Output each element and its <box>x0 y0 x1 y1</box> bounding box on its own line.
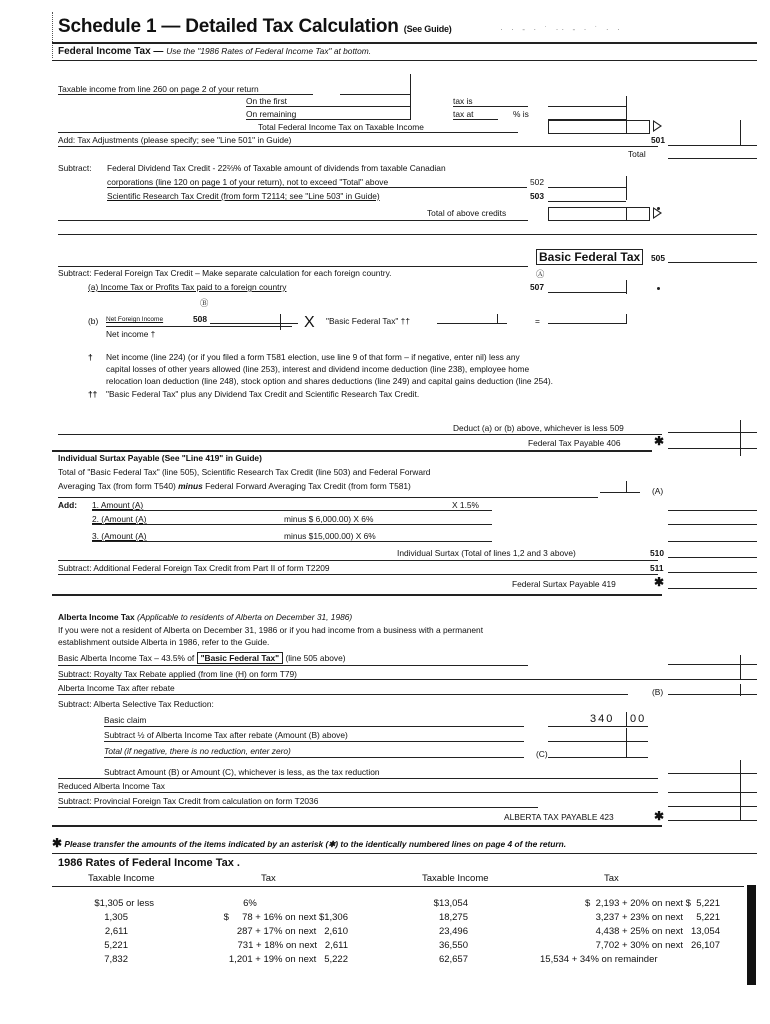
equals-sign: = <box>535 316 540 326</box>
col-tax-right: Tax <box>604 873 619 884</box>
rates-heading: 1986 Rates of Federal Income Tax . <box>58 857 240 869</box>
net-income-label: Net income † <box>106 329 156 339</box>
carry-arrow-icon <box>653 120 662 132</box>
royalty-rebate-label: Subtract: Royalty Tax Rebate applied (from line (H) on form T79) <box>58 669 297 679</box>
table-row: 7,702 + 30% on next 26,107 <box>595 940 720 951</box>
table-row: 23,496 <box>438 926 468 937</box>
tax-adjustments-label: Add: Tax Adjustments (please specify; see "Line 501" in Guide) <box>58 135 292 145</box>
table-row: 62,657 <box>438 954 468 965</box>
fed-tax-payable-label: Federal Tax Payable 406 <box>528 438 621 448</box>
deduct-ab-label: Deduct (a) or (b) above, whichever is less 509 <box>453 423 624 433</box>
col-taxable-left: Taxable Income <box>88 873 155 884</box>
basic-claim-cents: 00 <box>630 713 647 725</box>
line-503-label: 503 <box>530 191 544 201</box>
total-label: Total <box>628 149 646 159</box>
table-row: 1,305 <box>104 912 128 923</box>
table-row: 4,438 + 25% on next 13,054 <box>595 926 720 937</box>
dagger-note-1: Net income (line 224) (or if you filed a form T581 election, use line 9 of that form – if negative, enter nil) less any <box>106 352 520 362</box>
on-remaining-label: On remaining <box>246 109 297 119</box>
alberta-note-2: establishment outside Alberta in 1986, refer to the Guide. <box>58 637 270 647</box>
table-row: 1,201 + 19% on next 5,222 <box>228 954 348 965</box>
surtax-row3-calc: minus $15,000.00) X 6% <box>284 531 376 541</box>
line-502-label: 502 <box>530 177 544 187</box>
mark-b: Ⓑ <box>200 298 209 308</box>
individual-surtax-label: Individual Surtax (Total of lines 1,2 and 3 above) <box>397 548 576 558</box>
basic-federal-tax-label: Basic Federal Tax <box>536 249 643 265</box>
after-rebate-label: Alberta Income Tax after rebate <box>58 683 175 693</box>
foreign-credit-label: Subtract: Federal Foreign Tax Credit – Make separate calculation for each foreign country. <box>58 268 392 278</box>
surtax-row3-label: 3. (Amount (A) <box>92 531 147 541</box>
alberta-note-1: If you were not a resident of Alberta on December 31, 1986 or if you had income from a business with a permanent <box>58 625 484 635</box>
line-510-label: 510 <box>650 548 664 558</box>
bullet-mark-2 <box>657 287 660 290</box>
table-row: 5,221 <box>104 940 128 951</box>
surtax-row1-label: 1. Amount (A) <box>92 500 144 510</box>
dividend-credit-line1: Federal Dividend Tax Credit - 22⅔% of Taxable amount of dividends from taxable Canadian <box>107 163 446 173</box>
dagger-note-2: capital losses of other years allowed (line 253), interest and dividend income deduction (line 238), employee home <box>106 364 530 374</box>
line-505-label: 505 <box>651 253 665 263</box>
table-row: 731 + 18% on next 2,611 <box>237 940 348 951</box>
on-first-label: On the first <box>246 96 287 106</box>
tax-is-label: tax is <box>453 96 473 106</box>
times-sign: X <box>304 314 315 331</box>
table-row: 3,237 + 23% on next 5,221 <box>595 912 720 923</box>
dividend-credit-line2: corporations (line 120 on page 1 of your return), not to exceed "Total" above <box>107 177 389 187</box>
dagger-note-3: relocation loan deduction (line 248), stock option and shares deductions (line 249) and capital gains deduction (line 254). <box>106 376 553 386</box>
total-federal-tax-box[interactable] <box>548 120 650 134</box>
total-federal-on-taxable: Total Federal Income Tax on Taxable Income <box>258 122 424 132</box>
table-row: 36,550 <box>438 940 468 951</box>
table-row: $ 78 + 16% on next $1,306 <box>223 912 348 923</box>
table-row: $13,054 <box>433 898 468 909</box>
surtax-total-line1: Total of "Basic Federal Tax" (line 505), Scientific Research Tax Credit (line 503) and Federal Forward <box>58 467 431 477</box>
surtax-row2-label: 2. (Amount (A) <box>92 514 147 524</box>
taxable-income-label: Taxable income from line 260 on page 2 of your return <box>58 84 259 94</box>
alberta-payable-label: ALBERTA TAX PAYABLE 423 <box>504 812 614 822</box>
surtax-heading: Individual Surtax Payable (See "Line 419" in Guide) <box>58 453 262 463</box>
mark-C: (C) <box>536 749 548 759</box>
selective-reduction-label: Subtract: Alberta Selective Tax Reduction: <box>58 699 214 709</box>
net-foreign-income-label: Net Foreign Income <box>106 316 164 323</box>
subtract-amount-label: Subtract Amount (B) or Amount (C), whichever is less, as the tax reduction <box>104 767 380 777</box>
table-row: 15,534 + 34% on remainder <box>540 954 658 965</box>
col-tax-left: Tax <box>261 873 276 884</box>
asterisk-footnote: ✱ Please transfer the amounts of the items indicated by an asterisk (✱) to the identically numbered lines on page 4 of the return. <box>52 836 567 850</box>
basic-alberta-tax: Basic Alberta Income Tax – 43.5% of "Basic Federal Tax" (line 505 above) <box>58 653 346 663</box>
tax-at-label: tax at <box>453 109 474 119</box>
reduced-alberta-label: Reduced Alberta Income Tax <box>58 781 165 791</box>
table-row: 7,832 <box>104 954 128 965</box>
total-credits-box[interactable] <box>548 207 650 221</box>
dagger-mark: † <box>88 352 93 362</box>
col-taxable-right: Taxable Income <box>422 873 489 884</box>
total-negative-label: Total (if negative, there is no reduction, enter zero) <box>104 746 291 756</box>
mark-B: (B) <box>652 687 664 697</box>
asterisk-icon-3: ✱ <box>654 809 665 823</box>
table-row: 18,275 <box>438 912 468 923</box>
table-row: $ 2,193 + 20% on next $ 5,221 <box>585 898 720 909</box>
line-501-label: 501 <box>651 135 665 145</box>
line-511-label: 511 <box>650 563 664 573</box>
page-title: Schedule 1 — Detailed Tax Calculation (See Guide) <box>58 16 452 37</box>
line-508-label: 508 <box>193 314 207 324</box>
basic-claim-label: Basic claim <box>104 715 147 725</box>
basic-fed-tt-label: "Basic Federal Tax" †† <box>326 316 410 326</box>
line-507-label: 507 <box>530 282 544 292</box>
pct-is-label: % is <box>513 109 529 119</box>
subtract-label: Subtract: <box>58 163 92 173</box>
table-row: 2,611 <box>104 926 128 937</box>
alberta-heading: Alberta Income Tax (Applicable to residents of Alberta on December 31, 1986) <box>58 612 353 622</box>
surtax-total-line2: Averaging Tax (from form T540) minus Federal Forward Averaging Tax Credit (from form T581) <box>58 481 411 491</box>
ddagger-note: "Basic Federal Tax" plus any Dividend Tax Credit and Scientific Research Tax Credit. <box>106 389 420 399</box>
table-row: $1,305 or less <box>94 898 154 909</box>
subtract-additional-foreign: Subtract: Additional Federal Foreign Tax Credit from Part II of form T2209 <box>58 563 330 573</box>
add-label: Add: <box>58 500 78 510</box>
surtax-row2-calc: minus $ 6,000.00) X 6% <box>284 514 374 524</box>
asterisk-icon: ✱ <box>654 434 665 448</box>
fed-surtax-payable-label: Federal Surtax Payable 419 <box>512 579 616 589</box>
carry-arrow-icon-2 <box>653 207 662 219</box>
asterisk-icon-2: ✱ <box>654 575 665 589</box>
item-a-label: (a) Income Tax or Profits Tax paid to a foreign country <box>88 282 287 292</box>
item-b-prefix: (b) <box>88 316 99 326</box>
basic-claim-dollars: 340 <box>590 713 615 725</box>
total-above-credits: Total of above credits <box>427 208 507 218</box>
margin-bar <box>747 885 756 985</box>
mark-A: (A) <box>652 486 664 496</box>
table-row: 6% <box>243 898 257 909</box>
sci-research-label: Scientific Research Tax Credit (from form T2114; see "Line 503" in Guide) <box>107 191 380 201</box>
provincial-foreign-label: Subtract: Provincial Foreign Tax Credit from calculation on form T2036 <box>58 796 319 806</box>
scan-noise: · · ‐ · ˙ ·· ‐ · ˙ · · <box>500 24 623 34</box>
mark-a: Ⓐ <box>536 269 545 279</box>
table-row: 287 + 17% on next 2,610 <box>236 926 348 937</box>
surtax-row1-calc: X 1.5% <box>452 500 480 510</box>
ddagger-mark: †† <box>88 389 98 399</box>
subtract-half-label: Subtract ½ of Alberta Income Tax after rebate (Amount (B) above) <box>104 730 348 740</box>
federal-heading: Federal Income Tax — Use the "1986 Rates of Federal Income Tax" at bottom. <box>58 46 372 57</box>
